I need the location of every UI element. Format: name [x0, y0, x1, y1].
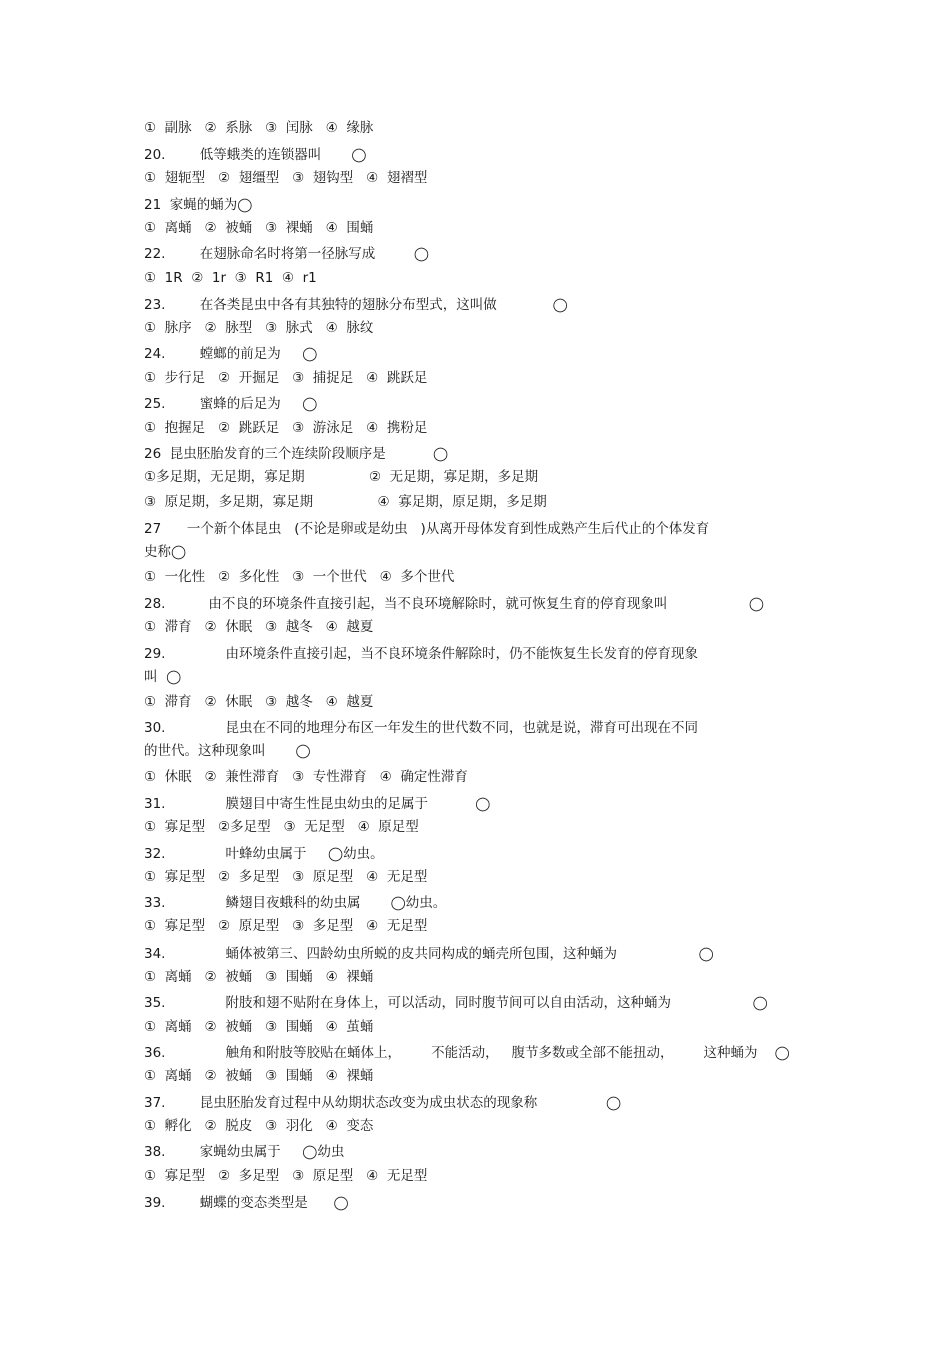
options-28: ① 滞育 ② 休眠 ③ 越冬 ④ 越夏 — [144, 619, 374, 635]
question-39: 39. 蝴蝶的变态类型是 ◯ — [144, 1195, 349, 1211]
question-21: 21 家蝇的蛹为◯ — [144, 197, 253, 213]
options-30: ① 休眠 ② 兼性滞育 ③ 专性滞育 ④ 确定性滞育 — [144, 769, 468, 785]
question-30: 30. 昆虫在不同的地理分布区一年发生的世代数不同，也就是说，滞育可出现在不同 — [144, 720, 699, 736]
question-31: 31. 膜翅目中寄生性昆虫幼虫的足属于 ◯ — [144, 796, 491, 812]
options-26-b: ③ 原足期，多足期，寡足期 ④ 寡足期，原足期，多足期 — [144, 494, 547, 510]
question-38: 38. 家蝇幼虫属于 ◯幼虫 — [144, 1144, 345, 1160]
options-26-a: ①多足期，无足期，寡足期 ② 无足期，寡足期，多足期 — [144, 469, 539, 485]
options-23: ① 脉序 ② 脉型 ③ 脉式 ④ 脉纹 — [144, 320, 374, 336]
question-34: 34. 蛹体被第三、四龄幼虫所蜕的皮共同构成的蛹壳所包围，这种蛹为 ◯ — [144, 946, 714, 962]
question-22: 22. 在翅脉命名时将第一径脉写成 ◯ — [144, 246, 430, 262]
question-27: 27 一个新个体昆虫 (不论是卵或是幼虫 )从离开母体发育到性成熟产生后代止的个体发育 — [144, 521, 710, 537]
options-36: ① 离蛹 ② 被蛹 ③ 围蛹 ④ 裸蛹 — [144, 1068, 374, 1084]
options-32: ① 寡足型 ② 多足型 ③ 原足型 ④ 无足型 — [144, 869, 428, 885]
question-29-cont: 叫 ◯ — [144, 669, 182, 685]
question-29: 29. 由环境条件直接引起，当不良环境条件解除时，仍不能恢复生长发育的停育现象 — [144, 646, 699, 662]
question-28: 28. 由不良的环境条件直接引起，当不良环境解除时，就可恢复生育的停育现象叫 ◯ — [144, 596, 765, 612]
question-35: 35. 附肢和翅不贴附在身体上，可以活动，同时腹节间可以自由活动，这种蛹为 ◯ — [144, 995, 768, 1011]
options-37: ① 孵化 ② 脱皮 ③ 羽化 ④ 变态 — [144, 1118, 374, 1134]
options-34: ① 离蛹 ② 被蛹 ③ 围蛹 ④ 裸蛹 — [144, 969, 374, 985]
question-33: 33. 鳞翅目夜蛾科的幼虫属 ◯幼虫。 — [144, 895, 447, 911]
question-26: 26 昆虫胚胎发育的三个连续阶段顺序是 ◯ — [144, 446, 449, 462]
question-20: 20. 低等蛾类的连锁器叫 ◯ — [144, 147, 367, 163]
options-31: ① 寡足型 ②多足型 ③ 无足型 ④ 原足型 — [144, 819, 419, 835]
options-24: ① 步行足 ② 开掘足 ③ 捕捉足 ④ 跳跃足 — [144, 370, 428, 386]
question-23: 23. 在各类昆虫中各有其独特的翅脉分布型式，这叫做 ◯ — [144, 297, 568, 313]
options-21: ① 离蛹 ② 被蛹 ③ 裸蛹 ④ 围蛹 — [144, 220, 374, 236]
options-29: ① 滞育 ② 休眠 ③ 越冬 ④ 越夏 — [144, 694, 374, 710]
question-25: 25. 蜜蜂的后足为 ◯ — [144, 396, 318, 412]
question-30-cont: 的世代。这种现象叫 ◯ — [144, 743, 311, 759]
question-27-cont: 史称◯ — [144, 544, 187, 560]
question-24: 24. 螳螂的前足为 ◯ — [144, 346, 318, 362]
question-36: 36. 触角和附肢等胶贴在蛹体上， 不能活动， 腹节多数或全部不能扭动， 这种蛹为 ◯ — [144, 1045, 790, 1061]
options-19: ① 副脉 ② 系脉 ③ 闰脉 ④ 缘脉 — [144, 120, 374, 136]
options-20: ① 翅轭型 ② 翅缰型 ③ 翅钩型 ④ 翅褶型 — [144, 170, 428, 186]
options-25: ① 抱握足 ② 跳跃足 ③ 游泳足 ④ 携粉足 — [144, 420, 428, 436]
options-38: ① 寡足型 ② 多足型 ③ 原足型 ④ 无足型 — [144, 1168, 428, 1184]
question-37: 37. 昆虫胚胎发育过程中从幼期状态改变为成虫状态的现象称 ◯ — [144, 1095, 622, 1111]
options-27: ① 一化性 ② 多化性 ③ 一个世代 ④ 多个世代 — [144, 569, 455, 585]
options-35: ① 离蛹 ② 被蛹 ③ 围蛹 ④ 茧蛹 — [144, 1019, 374, 1035]
options-22: ① 1R ② 1r ③ R1 ④ r1 — [144, 270, 317, 286]
options-33: ① 寡足型 ② 原足型 ③ 多足型 ④ 无足型 — [144, 918, 428, 934]
question-32: 32. 叶蜂幼虫属于 ◯幼虫。 — [144, 846, 384, 862]
